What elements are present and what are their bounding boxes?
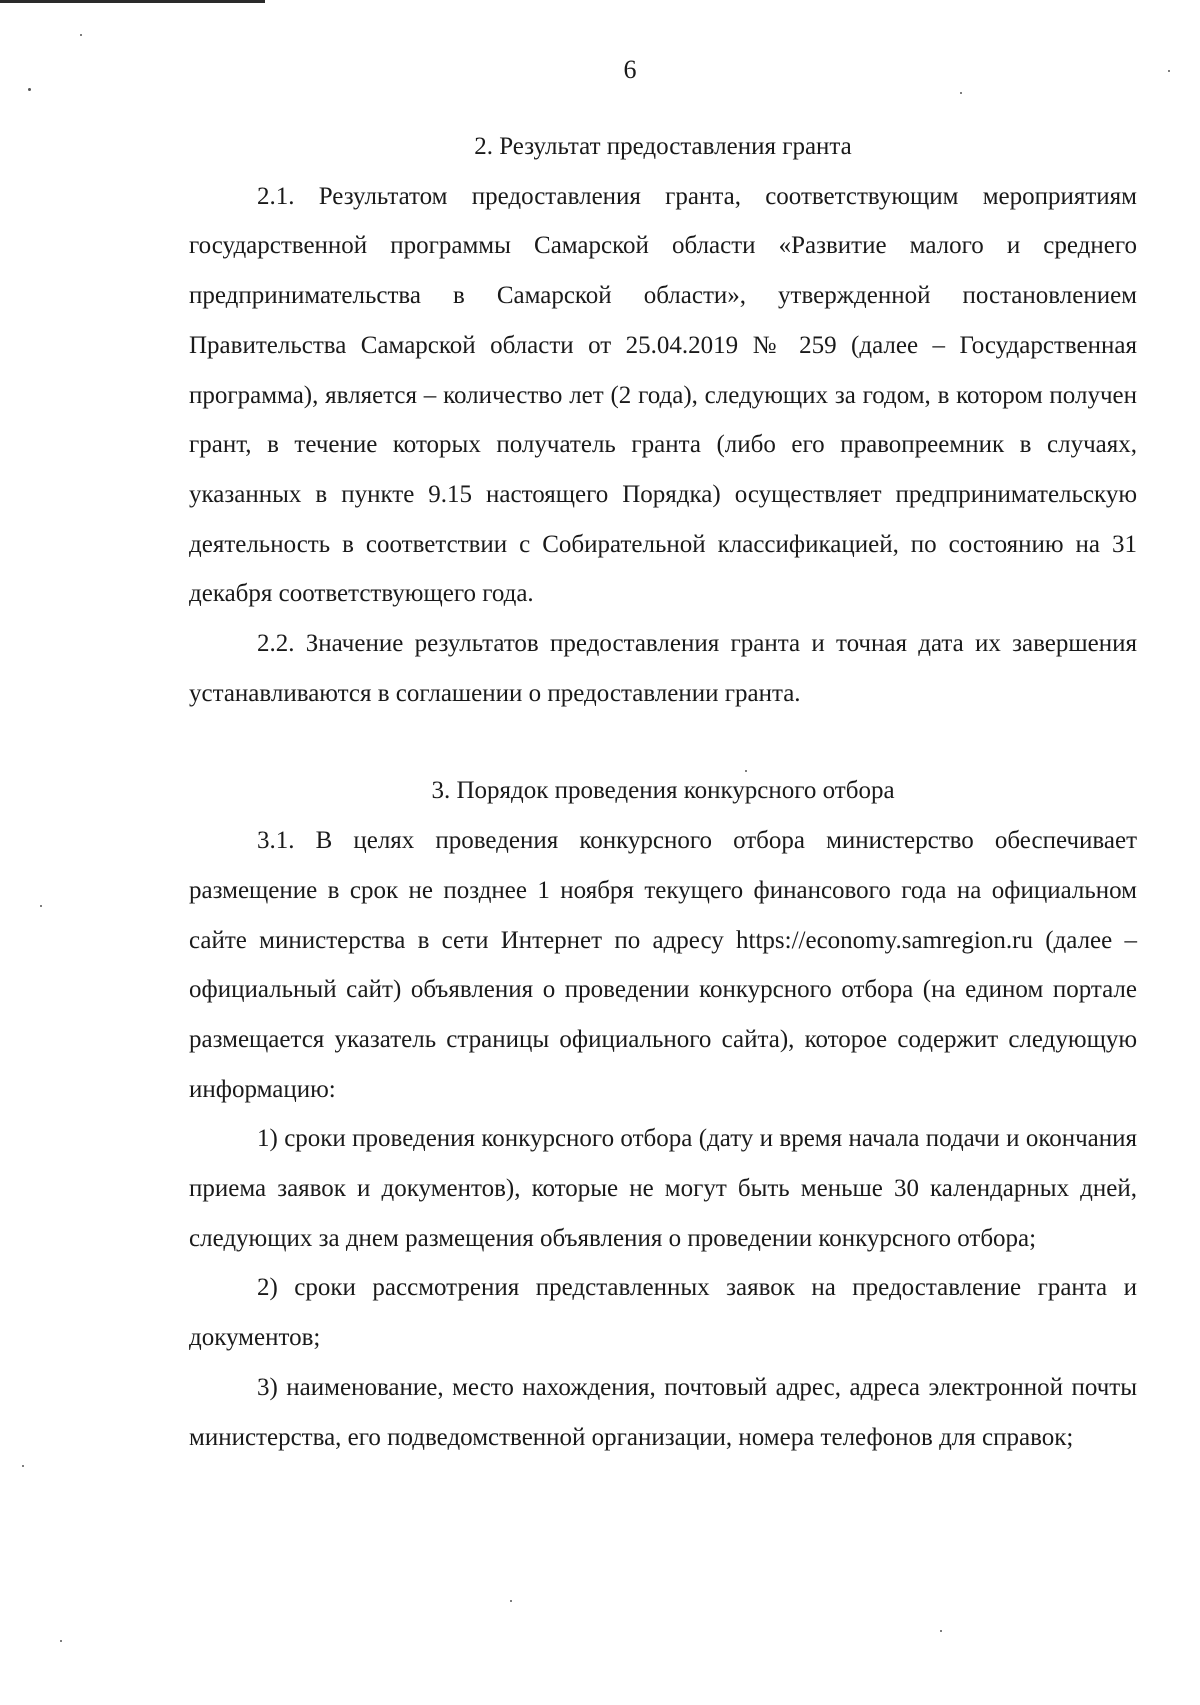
scan-speck — [940, 1630, 942, 1632]
section-2-heading: 2. Результат предоставления гранта — [474, 133, 852, 160]
list-item-1: 1) сроки проведения конкурсного отбора (дату и время начала подачи и окончания приема заявок и документов), которые не могут быть меньше 30 календарных дней, следующих за днем размещения объявления о проведении конкурсного отбора; — [189, 1125, 1137, 1252]
section-3-heading: 3. Порядок проведения конкурсного отбора — [431, 777, 895, 805]
paragraph-2-2: 2.2. Значение результатов предоставления гранта и точная дата их завершения устанавливаются в соглашении о предоставлении гранта. — [189, 630, 1137, 707]
scan-speck — [80, 34, 82, 36]
scan-speck — [510, 1600, 512, 1602]
section-spacer — [189, 718, 1137, 766]
scan-speck — [40, 905, 42, 907]
paragraph-3-1: 3.1. В целях проведения конкурсного отбора министерство обеспечивает размещение в срок не позднее 1 ноября текущего финансового года на официальном сайте министерства в сети Интернет по адресу https://economy.samregion.ru (далее – официальный сайт) объявления о проведении конкурсного отбора (на едином портале размещается указатель страницы официального сайта), которое содержит следующую информацию: — [189, 827, 1137, 1103]
scan-speck — [745, 770, 747, 772]
scan-speck — [22, 1465, 24, 1467]
list-item-3: 3) наименование, место нахождения, почтовый адрес, адреса электронной почты министерства, его подведомственной организации, номера телефонов для справок; — [189, 1373, 1137, 1451]
scan-speck — [60, 1640, 62, 1642]
paragraph-2-1: 2.1. Результатом предоставления гранта, соответствующим мероприятиям государственной программы Самарской области «Развитие малого и среднего предпринимательства в Самарской области», утвержденной постановлением Правительства Самарской области от 25.04.2019 № 259 (далее – Государственная программа), является – количество лет (2 года), следующих за годом, в котором получен грант, в течение которых получатель гранта (либо его правопреемник в случаях, указанных в пункте 9.15 настоящего Порядка) осуществляет предпринимательскую деятельность в соответствии с Собирательной классификацией, по состоянию на 31 декабря соответствующего года. — [189, 182, 1137, 608]
scan-speck — [960, 92, 962, 94]
scan-edge-line — [0, 0, 265, 3]
page-number: 6 — [623, 55, 637, 84]
scan-speck — [28, 88, 31, 91]
list-item-2: 2) сроки рассмотрения представленных заявок на предоставление гранта и документов; — [189, 1274, 1137, 1352]
scan-speck — [1168, 70, 1170, 72]
document-body — [189, 122, 1137, 1462]
